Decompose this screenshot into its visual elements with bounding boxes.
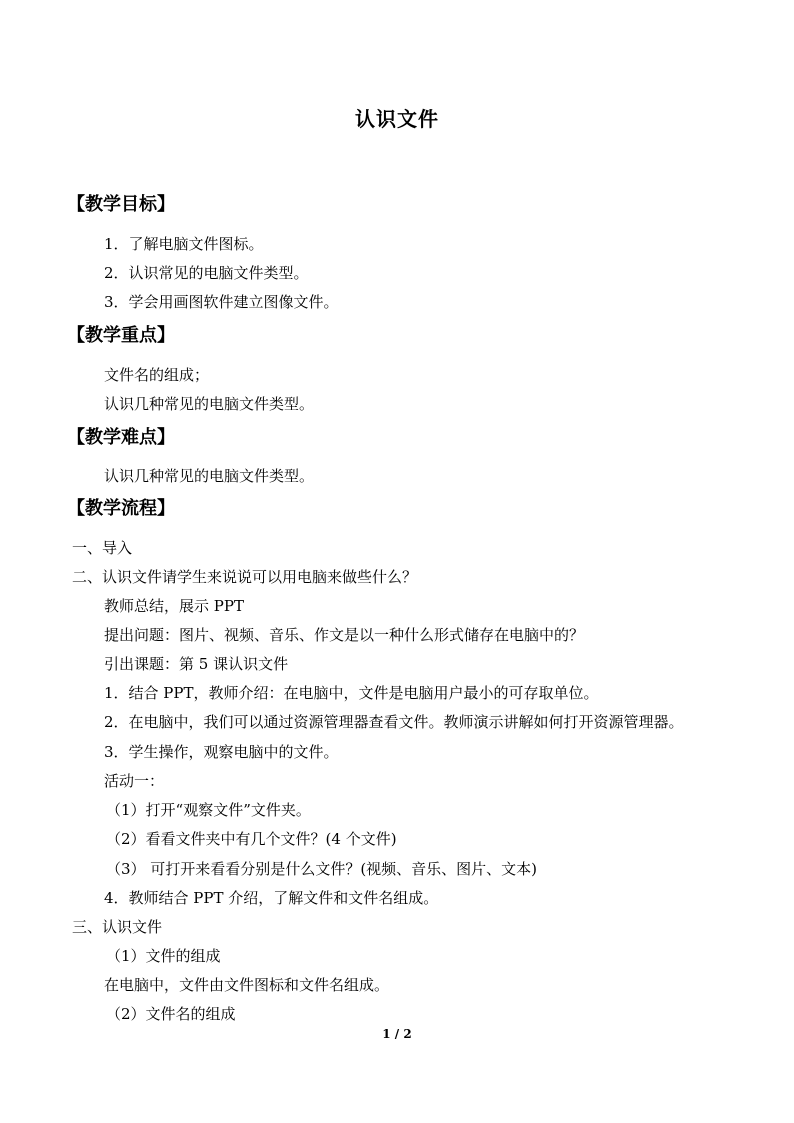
process-line: 一、导入 xyxy=(72,539,133,557)
key-point-item: 认识几种常见的电脑文件类型。 xyxy=(104,395,315,413)
process-line: 1．结合 PPT，教师介绍：在电脑中，文件是电脑用户最小的可存取单位。 xyxy=(104,684,599,702)
process-line: 提出问题：图片、视频、音乐、作文是以一种什么形式储存在电脑中的？ xyxy=(104,626,585,644)
process-line: 在电脑中，文件由文件图标和文件名组成。 xyxy=(104,976,390,994)
process-line: 3．学生操作，观察电脑中的文件。 xyxy=(104,743,339,761)
process-line: 活动一： xyxy=(104,772,165,790)
process-line: （3） 可打开来看看分别是什么文件？(视频、音乐、图片、文本) xyxy=(106,860,538,878)
process-line: 4．教师结合 PPT 介绍，了解文件和文件名组成。 xyxy=(104,889,439,907)
objective-item: 3．学会用画图软件建立图像文件。 xyxy=(104,293,339,311)
objective-item: 1．了解电脑文件图标。 xyxy=(104,235,264,253)
heading-difficulties: 【教学难点】 xyxy=(67,427,175,448)
heading-key-points: 【教学重点】 xyxy=(67,325,175,346)
process-line: 教师总结，展示 PPT xyxy=(104,597,244,615)
process-line: （1）打开“观察文件”文件夹。 xyxy=(106,801,311,819)
process-line: 二、认识文件请学生来说说可以用电脑来做些什么？ xyxy=(72,568,418,586)
document-title: 认识文件 xyxy=(355,107,439,131)
key-point-item: 文件名的组成； xyxy=(104,366,210,384)
process-line: 三、认识文件 xyxy=(72,918,163,936)
process-line: 引出课题：第 5 课认识文件 xyxy=(104,655,289,673)
objective-item: 2．认识常见的电脑文件类型。 xyxy=(104,264,309,282)
heading-objectives: 【教学目标】 xyxy=(67,194,175,215)
process-line: （1）文件的组成 xyxy=(106,947,221,965)
process-line: （2）看看文件夹中有几个文件？(4 个文件) xyxy=(106,830,397,848)
page-number: 1 / 2 xyxy=(382,1027,412,1041)
process-line: 2．在电脑中，我们可以通过资源管理器查看文件。教师演示讲解如何打开资源管理器。 xyxy=(104,713,684,731)
process-line: （2）文件名的组成 xyxy=(106,1005,236,1023)
difficulty-item: 认识几种常见的电脑文件类型。 xyxy=(104,467,315,485)
heading-process: 【教学流程】 xyxy=(67,498,175,519)
